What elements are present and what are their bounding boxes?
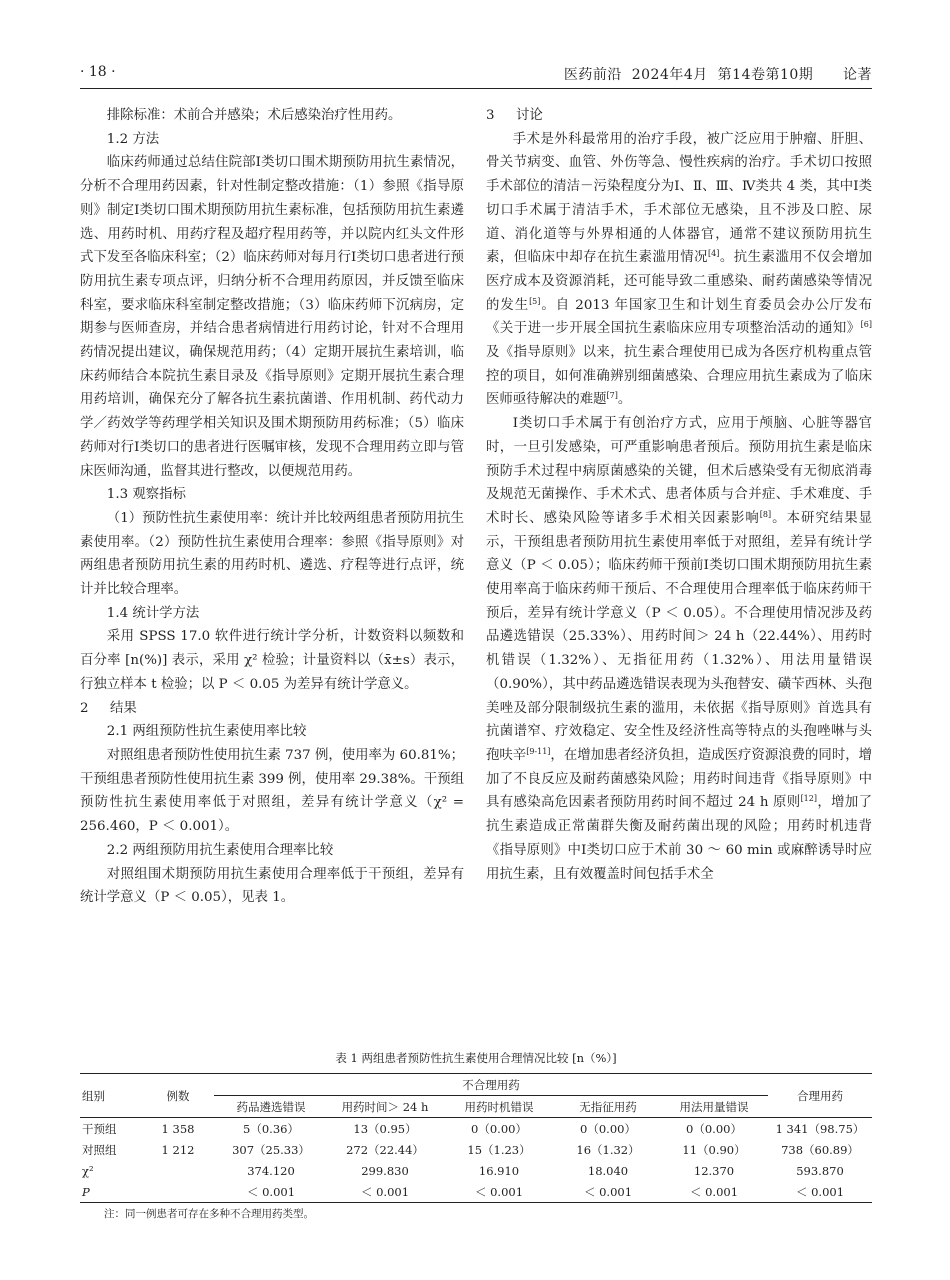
cell-value: 11（0.90） [682,1142,746,1157]
result-2-2-paragraph: 对照组围术期预防用抗生素使用合理率低于干预组，差异有统计学意义（P ＜ 0.05），见表 1。 [80,866,464,906]
exclusion-criteria: 排除标准：术前合并感染；术后感染治疗性用药。 [106,108,402,123]
citation: [12] [800,794,817,804]
heading-3-number: 3 [486,108,495,123]
result-2-1-paragraph: 对照组患者预防性使用抗生素 737 例，使用率为 60.81%；干预组患者预防性使用抗生素 399 例，使用率 29.38%。干预组预防性抗生素使用率低于对照组，差异有统计学意义（χ² = 256.460，P ＜ 0.001）。 [80,747,464,835]
discussion-text: 及《指导原则》以来，抗生素合理使用已成为各医疗机构重点管控的项目，如何准确辨别细菌感染、合理应用抗生素成为了临床医师亟待解决的难题 [486,345,872,408]
cell-value: 0（0.00） [580,1121,636,1136]
citation: [9-11] [526,746,551,756]
cell-value: ＜ 0.001 [214,1181,328,1203]
table-row [80,1139,872,1160]
journal-info: 医药前沿 2024年4月 第14卷第10期 论著 [563,67,872,83]
discussion-text: ，在增加患者经济负担，造成医疗资源浪费的同时，增加了不良反应及耐药菌感染风险；用药时间违背《指导原则》中具有感染高危因素者预防用药时间不超过 24 h 原则 [486,747,873,811]
cell-value: 13（0.95） [353,1121,417,1136]
cell-cases: 1 212 [161,1142,195,1157]
heading-2-text: 结果 [110,700,137,716]
cell-value: 0（0.00） [686,1121,742,1136]
cell-reasonable: ＜ 0.001 [768,1181,872,1203]
cell-value: 299.830 [361,1163,409,1178]
method-paragraph: 临床药师通过总结住院部Ⅰ类切口围术期预防用抗生素情况，分析不合理用药因素，针对性制定整改措施：（1）参照《指导原则》制定Ⅰ类切口围术期预防用抗生素标准，包括预防用抗生素遴选、用药时机、用药疗程及超疗程用药等，并以院内红头文件形式下发至各临床科室；（2）临床药师对每月行Ⅰ类切口患者进行预防用抗生素专项点评，归纳分析不合理用药原因，并反馈至临床科室，要求临床科室制定整改措施；（3）临床药师下沉病房，定期参与医师查房，并结合患者病情进行用药讨论，针对不合理用药情况提出建议，确保规范用药；（4）定期开展抗生素培训，临床药师结合本院抗生素目录及《指导原则》定期开展抗生素合理用药培训，确保充分了解各抗生素抗菌谱、作用机制、药代动力学／药效学等药理学相关知识及围术期预防用药标准；（5）临床药师对行Ⅰ类切口的患者进行医嘱审核，发现不合理用药立即与管床医师沟通，监督其进行整改，以便规范用药。 [80,155,464,479]
cell-value: 12.370 [693,1163,735,1178]
discussion-text: ，增加了抗生素造成正常菌群失衡及耐药菌出现的风险；用药时机违背《指导原则》中Ⅰ类切口应于术前 30 ～ 60 min 或麻醉诱导时应用抗生素，且有效覆盖时间包括手术全 [486,795,872,882]
right-column [486,104,872,886]
page-number: · 18 · [80,64,116,80]
heading-2-2: 2.2 两组预防用抗生素使用合理率比较 [106,842,334,858]
cell-value: 307（25.33） [232,1142,310,1157]
cell-value: ＜ 0.001 [556,1181,660,1203]
cell-reasonable: 1 341（98.75） [775,1121,865,1136]
sub-header: 用药时机错误 [442,1096,556,1118]
heading-3 [486,104,872,128]
cell-value: ＜ 0.001 [660,1181,768,1203]
cell-value: 15（1.23） [467,1142,531,1157]
discussion-text: 。本研究结果显示，干预组患者预防用抗生素使用率低于对照组，差异有统计学意义（P ＜ 0.05）；临床药师干预前Ⅰ类切口围术期预防用抗生素使用率高于临床药师干预后、不合理使用合理率低于临床药师干预后，差异有统计学意义（P ＜ 0.05）。不合理使用情况涉及药品遴选错误（25.33%）、用药时间＞ 24 h（22.44%）、用药时机错误（1.32%）、无指征用药（1.32%）、用法用量错误（0.90%），其中药品遴选错误表现为头孢替安、磺苄西林、头孢美唑及部分限制级抗生素的滥用，未依据《指导原则》首选具有抗菌谱窄、疗效稳定、安全性及经济性高等特点的头孢唑啉与头孢呋辛 [486,510,873,763]
discussion-text: 手术是外科最常用的治疗手段，被广泛应用于肿瘤、肝胆、骨关节病变、血管、外伤等急、慢性疾病的治疗。手术切口按照手术部位的清洁－污染程度分为Ⅰ、Ⅱ、Ⅲ、Ⅳ类共 4 类，其中Ⅰ类切口手术属于清洁手术，手术部位无感染，且不涉及口腔、尿道、消化道等与外界相通的人体器官，通常不建议预防用抗生素，但临床中却存在抗生素滥用情况 [486,131,872,266]
citation: [7] [606,391,618,401]
table-note: 注：同一例患者可存在多种不合理用药类型。 [104,1208,314,1220]
cell-value: 16（1.32） [576,1142,640,1157]
col-header-group: 组别 [80,1074,142,1118]
cell-value: ＜ 0.001 [328,1181,442,1203]
citation: [6] [860,320,872,330]
cell-cases: 1 358 [161,1121,195,1136]
discussion-paragraph-2 [486,412,872,886]
discussion-text: 。 [617,392,632,408]
heading-1-3: 1.3 观察指标 [106,487,186,503]
cell-group: χ² [82,1163,94,1178]
heading-1-4: 1.4 统计学方法 [106,605,200,621]
discussion-text: 。自 2013 年国家卫生和计划生育委员会办公厅发布《关于进一步开展全国抗生素临床应用专项整治活动的通知》 [486,297,872,337]
cell-group: 干预组 [82,1121,117,1136]
col-header-cases: 例数 [142,1074,214,1118]
sub-header: 用法用量错误 [660,1096,768,1118]
cell-value: ＜ 0.001 [442,1181,556,1203]
heading-2 [80,697,464,721]
discussion-text: Ⅰ类切口手术属于有创治疗方式，应用于颅脑、心脏等器官时，一旦引发感染，可严重影响患者预后。预防用抗生素是临床预防手术过程中病原菌感染的关键，但术后感染受有无彻底消毒及规范无菌操作、手术术式、患者体质与合并症、手术难度、手术时长、感染风险等诸多手术相关因素影响 [486,416,872,526]
heading-2-number: 2 [80,700,89,716]
discussion-paragraph-1 [486,128,872,412]
table-caption: 表 1 两组患者预防性抗生素使用合理情况比较 [n（%）] [335,1051,617,1065]
cell-value: 5（0.36） [243,1121,299,1136]
citation: [5] [529,296,541,306]
table-row [80,1160,872,1181]
col-header-unreasonable: 不合理用药 [214,1074,768,1096]
observation-paragraph: （1）预防性抗生素使用率：统计并比较两组患者预防用抗生素使用率。（2）预防性抗生素使用合理率：参照《指导原则》对两组患者预防用抗生素的用药时机、遴选、疗程等进行点评，统计并比较合理率。 [80,510,464,598]
cell-value: 16.910 [478,1163,520,1178]
citation: [4] [708,249,720,259]
cell-cases [142,1181,214,1203]
sub-header: 用药时间＞ 24 h [328,1096,442,1118]
discussion-text: 。抗生素滥用不仅会增加医疗成本及资源消耗，还可能导致二重感染、耐药菌感染等情况的发生 [486,250,873,313]
sub-header: 药品遴选错误 [214,1096,328,1118]
cell-value: 272（22.44） [346,1142,424,1157]
cell-value: 18.040 [587,1163,629,1178]
page-header [80,62,872,88]
citation: [8] [759,509,772,519]
sub-header: 无指征用药 [556,1096,660,1118]
heading-2-1: 2.1 两组预防性抗生素使用率比较 [106,724,307,740]
table-row [80,1181,872,1203]
cell-value: 374.120 [247,1163,295,1178]
col-header-reasonable: 合理用药 [768,1074,872,1118]
header-rule [80,88,872,89]
left-column [80,104,464,910]
cell-value: 0（0.00） [471,1121,527,1136]
statistics-paragraph: 采用 SPSS 17.0 软件进行统计学分析，计数资料以频数和百分率 [n(%)] 表示，采用 χ² 检验；计量资料以（x̄±s）表示，行独立样本 t 检验；以 P ＜ 0.05 为差异有统计学意义。 [80,629,464,692]
heading-1-2: 1.2 方法 [106,131,160,147]
cell-group: P [80,1181,142,1203]
heading-3-text: 讨论 [516,108,543,123]
cell-reasonable: 738（60.89） [781,1142,859,1157]
cell-reasonable: 593.870 [796,1163,844,1178]
table-row [80,1118,872,1140]
cell-cases [142,1160,214,1181]
cell-group: 对照组 [82,1142,117,1157]
results-table [80,1073,872,1203]
